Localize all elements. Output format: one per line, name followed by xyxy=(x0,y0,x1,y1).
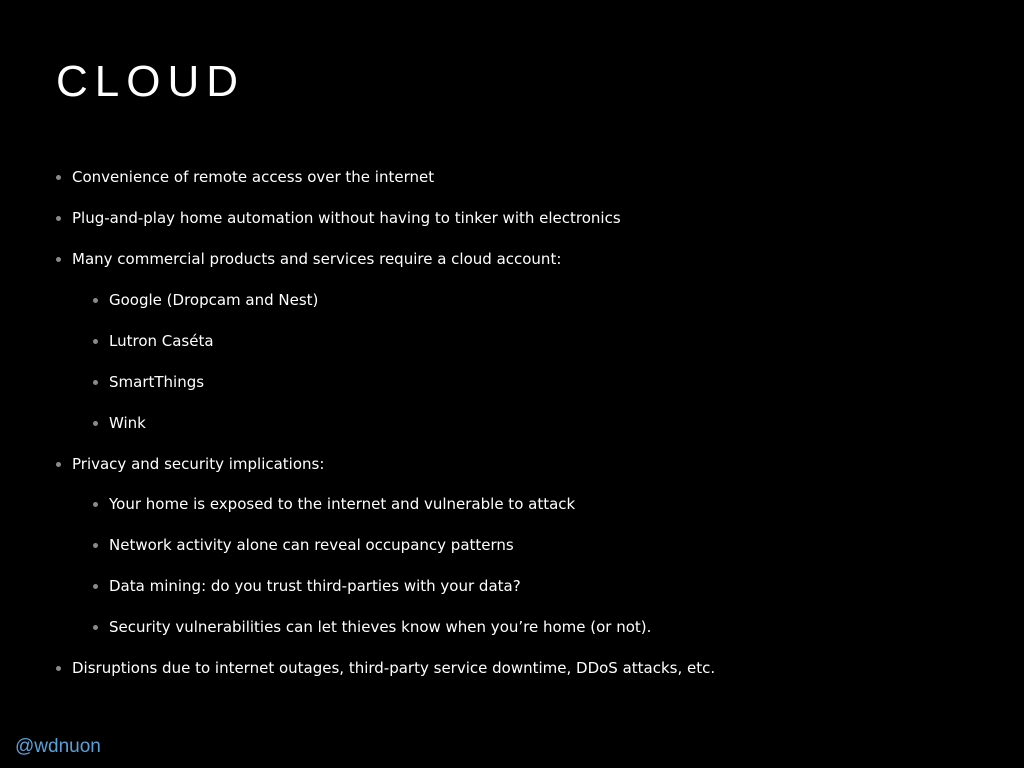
bullet-text: Convenience of remote access over the internet xyxy=(72,168,435,186)
twitter-handle: @wdnuon xyxy=(15,736,101,757)
bullet-dot-icon xyxy=(93,298,98,303)
bullet-text: SmartThings xyxy=(109,373,205,391)
bullet-dot-icon xyxy=(93,502,98,507)
bullet-dot-icon xyxy=(93,380,98,385)
bullet-item xyxy=(72,208,621,228)
bullet-text: Privacy and security implications: xyxy=(72,455,325,473)
bullet-dot-icon xyxy=(56,257,61,262)
bullet-dot-icon xyxy=(93,339,98,344)
sub-bullet-item xyxy=(109,535,514,555)
bullet-text: Disruptions due to internet outages, third-party service downtime, DDoS attacks, etc. xyxy=(72,659,716,677)
sub-bullet-item xyxy=(109,494,575,514)
bullet-text: Security vulnerabilities can let thieves know when you’re home (or not). xyxy=(109,618,652,636)
bullet-text: Data mining: do you trust third-parties with your data? xyxy=(109,577,521,595)
bullet-dot-icon xyxy=(56,462,61,467)
bullet-dot-icon xyxy=(93,421,98,426)
bullet-text: Network activity alone can reveal occupancy patterns xyxy=(109,536,514,554)
sub-bullet-item xyxy=(109,413,146,433)
sub-bullet-item xyxy=(109,290,318,310)
bullet-dot-icon xyxy=(56,175,61,180)
bullet-dot-icon xyxy=(93,625,98,630)
sub-bullet-item xyxy=(109,617,651,637)
bullet-text: Many commercial products and services require a cloud account: xyxy=(72,250,562,268)
bullet-text: Lutron Caséta xyxy=(109,332,214,350)
bullet-dot-icon xyxy=(56,666,61,671)
slide-title: CLOUD xyxy=(56,57,246,106)
bullet-item xyxy=(72,249,561,269)
sub-bullet-item xyxy=(109,576,521,596)
bullet-text: Google (Dropcam and Nest) xyxy=(109,291,319,309)
bullet-dot-icon xyxy=(93,584,98,589)
sub-bullet-item xyxy=(109,372,204,392)
bullet-item xyxy=(72,454,324,474)
sub-bullet-item xyxy=(109,331,214,351)
bullet-item xyxy=(72,658,715,678)
bullet-text: Wink xyxy=(109,414,146,432)
bullet-item xyxy=(72,167,434,187)
bullet-dot-icon xyxy=(93,543,98,548)
bullet-text: Your home is exposed to the internet and vulnerable to attack xyxy=(109,495,576,513)
bullet-text: Plug-and-play home automation without having to tinker with electronics xyxy=(72,209,621,227)
bullet-dot-icon xyxy=(56,216,61,221)
